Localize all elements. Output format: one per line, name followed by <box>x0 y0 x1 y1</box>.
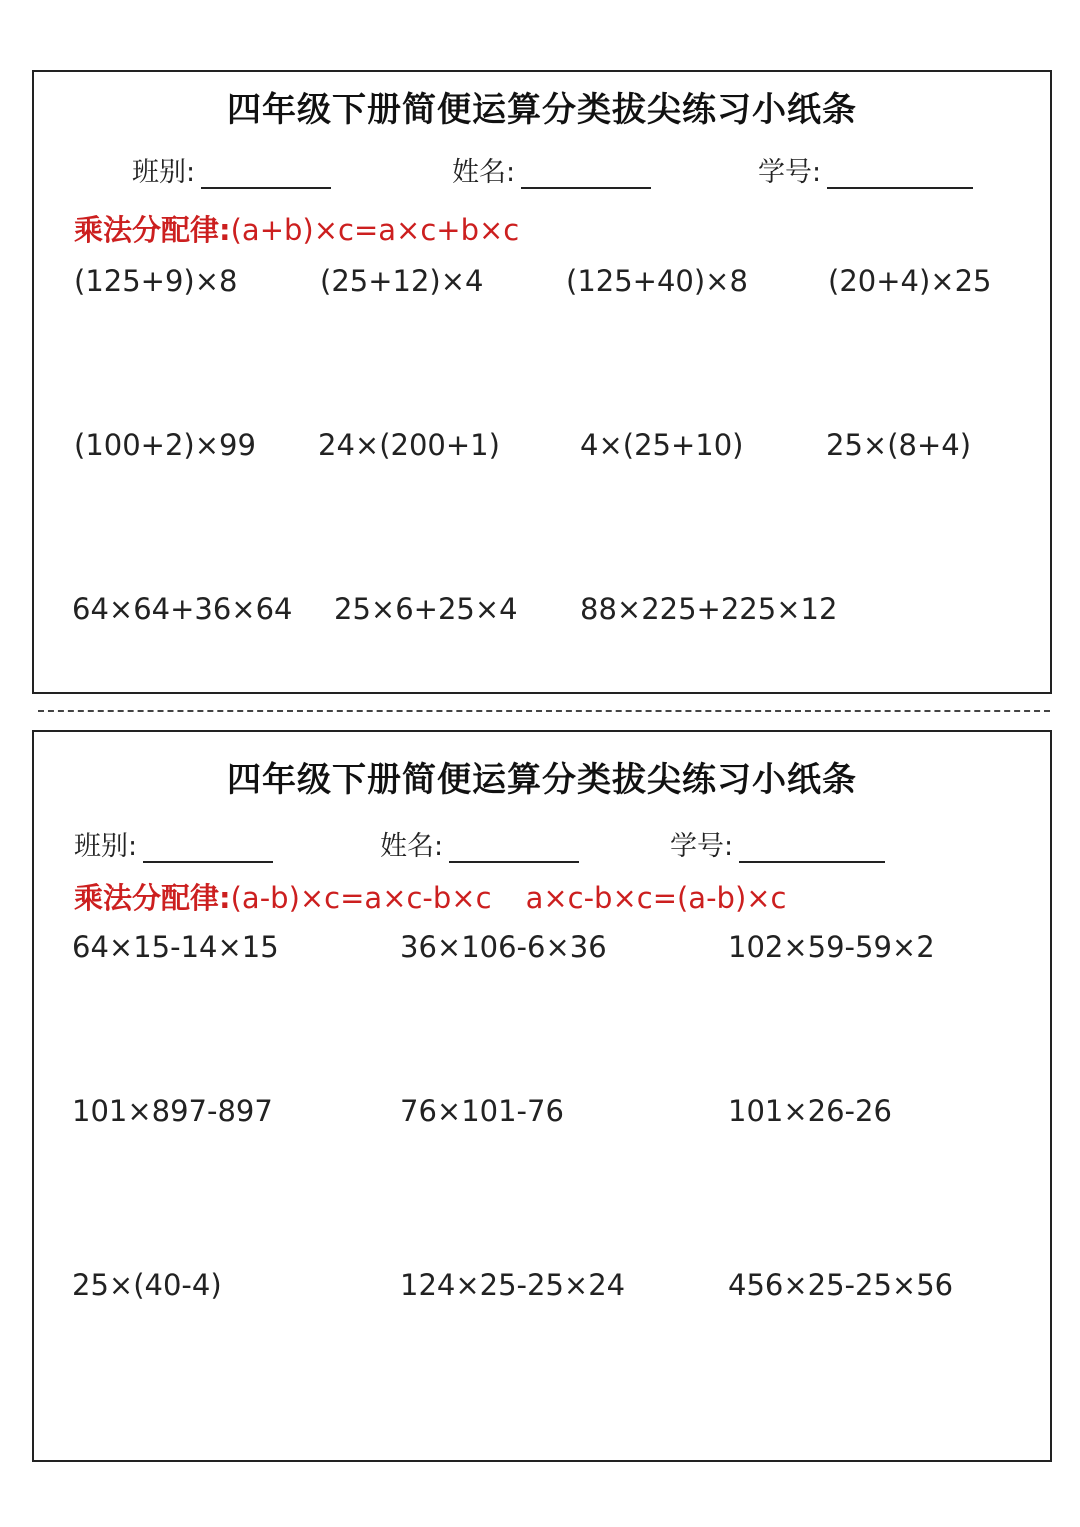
problem-7: 4×(25+10) <box>580 428 744 462</box>
rule-formula: (a+b)×c=a×c+b×c <box>230 213 520 247</box>
name-label: 姓名: <box>452 157 516 188</box>
id-label: 学号: <box>670 831 734 862</box>
class-blank[interactable] <box>201 161 331 189</box>
problem-8: 25×(8+4) <box>826 428 972 462</box>
problem-10: 25×6+25×4 <box>334 592 518 626</box>
worksheet-slip-2 <box>32 730 1052 1462</box>
id-blank[interactable] <box>827 161 973 189</box>
class-blank[interactable] <box>143 835 273 863</box>
cut-line-divider <box>38 710 1050 712</box>
slip-2-title: 四年级下册简便运算分类拔尖练习小纸条 <box>227 760 857 800</box>
problem-2: 36×106-6×36 <box>400 930 607 964</box>
problem-4: 101×897-897 <box>72 1094 273 1128</box>
problem-1: (125+9)×8 <box>74 264 238 298</box>
name-label: 姓名: <box>380 831 444 862</box>
problem-8: 124×25-25×24 <box>400 1268 626 1302</box>
problem-3: (125+40)×8 <box>566 264 748 298</box>
slip-2-rule <box>74 876 787 917</box>
rule-name: 乘法分配律: <box>74 881 231 915</box>
slip-1-rule <box>74 208 519 249</box>
problem-9: 64×64+36×64 <box>72 592 293 626</box>
name-blank[interactable] <box>449 835 579 863</box>
slip-2-id-field <box>670 824 885 863</box>
worksheet-slip-1 <box>32 70 1052 694</box>
slip-1-name-field <box>452 150 651 189</box>
class-label: 班别: <box>132 157 196 188</box>
rule-name: 乘法分配律: <box>74 213 231 247</box>
problem-9: 456×25-25×56 <box>728 1268 954 1302</box>
name-blank[interactable] <box>521 161 651 189</box>
problem-6: 24×(200+1) <box>318 428 500 462</box>
problem-6: 101×26-26 <box>728 1094 892 1128</box>
slip-1-title: 四年级下册简便运算分类拔尖练习小纸条 <box>227 90 857 130</box>
problem-2: (25+12)×4 <box>320 264 484 298</box>
problem-5: 76×101-76 <box>400 1094 564 1128</box>
problem-7: 25×(40-4) <box>72 1268 222 1302</box>
problem-11: 88×225+225×12 <box>580 592 838 626</box>
slip-1-id-field <box>758 150 973 189</box>
id-blank[interactable] <box>739 835 885 863</box>
problem-4: (20+4)×25 <box>828 264 992 298</box>
problem-1: 64×15-14×15 <box>72 930 279 964</box>
rule-formula: (a-b)×c=a×c-b×c <box>230 881 492 915</box>
slip-2-name-field <box>380 824 579 863</box>
rule-formula-reverse: a×c-b×c=(a-b)×c <box>525 881 787 915</box>
problem-3: 102×59-59×2 <box>728 930 935 964</box>
class-label: 班别: <box>74 831 138 862</box>
slip-1-class-field <box>132 150 331 189</box>
id-label: 学号: <box>758 157 822 188</box>
problem-5: (100+2)×99 <box>74 428 256 462</box>
slip-2-class-field <box>74 824 273 863</box>
